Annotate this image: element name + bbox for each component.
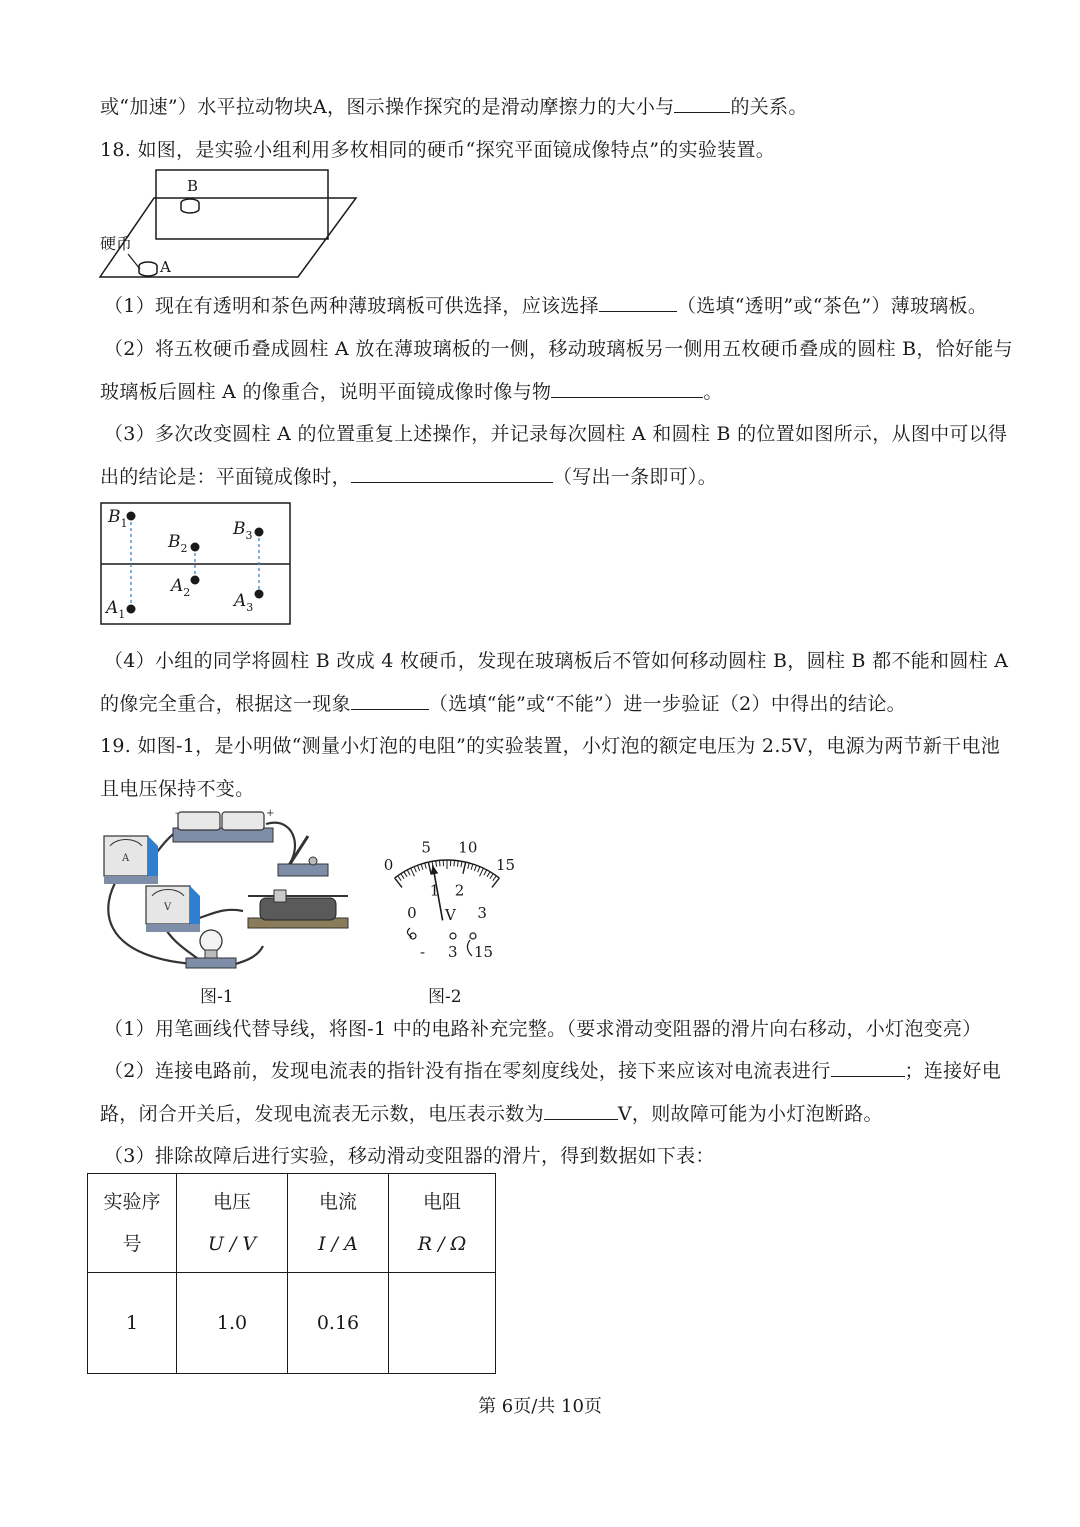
point-a3 — [255, 590, 264, 599]
dial-tick — [480, 868, 484, 876]
answer-blank[interactable] — [351, 466, 553, 483]
dial-tick — [457, 861, 458, 867]
rheostat-coil — [260, 898, 336, 920]
dial-tick — [421, 864, 423, 870]
table-header-row — [88, 1174, 496, 1273]
data-table — [87, 1173, 496, 1374]
dial-tick — [478, 867, 480, 873]
q19-p1: （1）用笔画线代替导线，将图-1 中的电路补充完整。（要求滑动变阻器的滑片向右移动，小灯泡变亮） — [104, 1018, 982, 1040]
dial-upper-label: 15 — [495, 856, 516, 875]
svg-text:V: V — [164, 902, 172, 913]
q18-stem: 18. 如图，是实验小组利用多枚相同的硬币“探究平面镜成像特点”的实验装置。 — [100, 139, 776, 161]
dial-unit: V — [445, 906, 456, 924]
dial-tick — [461, 861, 462, 867]
dial-tick — [487, 872, 490, 877]
dial-tick — [395, 878, 402, 887]
lamp-base — [186, 958, 236, 968]
light-bulb — [200, 930, 222, 952]
dial-upper-label: 5 — [421, 838, 431, 857]
battery-cell — [178, 812, 220, 830]
q19-p3: （3）排除故障后进行实验，移动滑动变阻器的滑片，得到数据如下表： — [104, 1145, 715, 1167]
dial-tick — [418, 865, 420, 871]
dial-tick — [492, 878, 499, 887]
terminal-15: 15 — [474, 943, 494, 961]
q18-p2-line1: （2）将五枚硬币叠成圆柱 A 放在薄玻璃板的一侧，移动玻璃板另一侧用五枚硬币叠成的圆柱 B，恰好能与 — [104, 338, 1013, 360]
cell-trial: 1 — [88, 1273, 177, 1374]
point-a1 — [127, 605, 136, 614]
dial-lower-label: 3 — [477, 904, 487, 923]
dial-tick — [468, 863, 470, 869]
label-b1: $B_1$ — [108, 507, 128, 530]
answer-blank[interactable] — [551, 381, 703, 398]
dial-tick — [404, 872, 407, 877]
dial-tick — [490, 874, 493, 879]
dial-tick — [463, 862, 466, 874]
page-footer: 第 6页/共 10页 — [478, 1396, 602, 1417]
dial-tick — [401, 874, 404, 879]
dial-upper-label: 10 — [458, 838, 478, 857]
table-row — [88, 1273, 496, 1374]
q18-p4-line2: 的像完全重合，根据这一现象 （选填“能”或“不能”）进一步验证（2）中得出的结论。 — [100, 693, 906, 715]
dial-lower-label: 0 — [407, 904, 417, 923]
label-b2: $B_2$ — [168, 532, 188, 555]
coin-pointer-line — [128, 254, 140, 269]
dial-upper-label: 0 — [383, 856, 394, 875]
battery-cell — [222, 812, 264, 830]
dial-tick — [436, 861, 437, 867]
dial-tick — [398, 876, 401, 881]
dial-terminals — [407, 928, 493, 961]
header-trial: 实验序 号 — [88, 1174, 177, 1273]
mirror-setup-figure — [98, 165, 368, 283]
rheostat-slider — [274, 890, 286, 902]
cell-current: 0.16 — [288, 1273, 389, 1374]
q18-p3-line1: （3）多次改变圆柱 A 的位置重复上述操作，并记录每次圆柱 A 和圆柱 B 的位置如图所示，从图中可以得 — [104, 423, 1008, 445]
dial-tick — [411, 868, 415, 876]
label-a: A — [160, 258, 171, 276]
q19-p2-line2: 路，闭合开关后，发现电流表无示数，电压表示数为 V，则故障可能为小灯泡断路。 — [100, 1103, 883, 1125]
header-voltage: 电压 U / V — [177, 1174, 288, 1273]
position-record-grid — [100, 502, 292, 626]
q19-stem-line1: 19. 如图-1，是小明做“测量小灯泡的电阻”的实验装置，小灯泡的额定电压为 2.5V，电源为两节新干电池 — [100, 735, 1001, 757]
dial-lower-label: 1 — [429, 881, 440, 900]
figure-2-caption: 图-2 — [428, 987, 462, 1007]
dial-tick — [474, 865, 476, 871]
dial-scale — [395, 860, 500, 887]
label-a2: $A_2$ — [171, 576, 191, 599]
answer-blank[interactable] — [599, 295, 677, 312]
switch-base — [278, 864, 328, 876]
answer-blank[interactable] — [544, 1103, 618, 1120]
svg-text:-: - — [175, 808, 179, 819]
answer-blank[interactable] — [674, 96, 730, 113]
label-b: B — [187, 177, 199, 195]
figure-1-caption: 图-1 — [200, 987, 234, 1007]
q18-p4-line1: （4）小组的同学将圆柱 B 改成 4 枚硬币，发现在玻璃板后不管如何移动圆柱 B，圆柱 B 都不能和圆柱 A — [104, 650, 1009, 672]
header-resistance: 电阻 R / Ω — [389, 1174, 496, 1273]
dial-tick — [414, 867, 416, 873]
point-b2 — [191, 543, 200, 552]
terminal-minus: - — [420, 943, 426, 961]
q19-stem-line2: 且电压保持不变。 — [100, 778, 255, 800]
q19-p2-line1: （2）连接电路前，发现电流表的指针没有指在零刻度线处，接下来应该对电流表进行 ；连接好电 — [104, 1060, 1002, 1082]
switch-lever — [290, 836, 308, 864]
label-b3: $B_3$ — [233, 519, 253, 542]
q18-p1: （1）现在有透明和茶色两种薄玻璃板可供选择，应该选择 （选填“透明”或“茶色”）薄玻璃板。 — [104, 295, 988, 317]
svg-text:+: + — [266, 808, 275, 819]
dial-tick — [425, 863, 427, 869]
label-a1: $A_1$ — [106, 598, 126, 621]
q18-p2-line2: 玻璃板后圆柱 A 的像重合，说明平面镜成像时像与物 。 — [100, 381, 723, 403]
point-b1 — [127, 512, 136, 521]
point-a2 — [191, 576, 200, 585]
dial-tick — [454, 860, 455, 866]
dial-lower-label: 2 — [454, 881, 465, 900]
dial-tick — [428, 862, 431, 874]
q17-continuation: 或“加速”）水平拉动物块A，图示操作探究的是滑动摩擦力的大小与 的关系。 — [100, 96, 808, 118]
q18-p3-line2: 出的结论是：平面镜成像时， （写出一条即可）。 — [100, 466, 718, 488]
answer-blank[interactable] — [351, 693, 429, 710]
dial-pointer-head — [430, 865, 438, 875]
answer-blank[interactable] — [831, 1060, 905, 1077]
svg-text:A: A — [122, 853, 130, 864]
header-current: 电流 I / A — [288, 1174, 389, 1273]
dial-tick — [493, 876, 496, 881]
dial-tick — [439, 860, 440, 866]
dial-tick — [484, 870, 487, 875]
dial-tick — [407, 870, 410, 875]
cell-resistance[interactable] — [389, 1273, 496, 1374]
label-a3: $A_3$ — [234, 591, 254, 614]
terminal-3: 3 — [448, 943, 458, 961]
point-b3 — [255, 528, 264, 537]
dial-tick — [471, 864, 473, 870]
cell-voltage: 1.0 — [177, 1273, 288, 1374]
voltmeter-dial-figure — [352, 820, 562, 970]
circuit-figure — [98, 806, 358, 974]
label-coin: 硬币 — [100, 234, 133, 253]
